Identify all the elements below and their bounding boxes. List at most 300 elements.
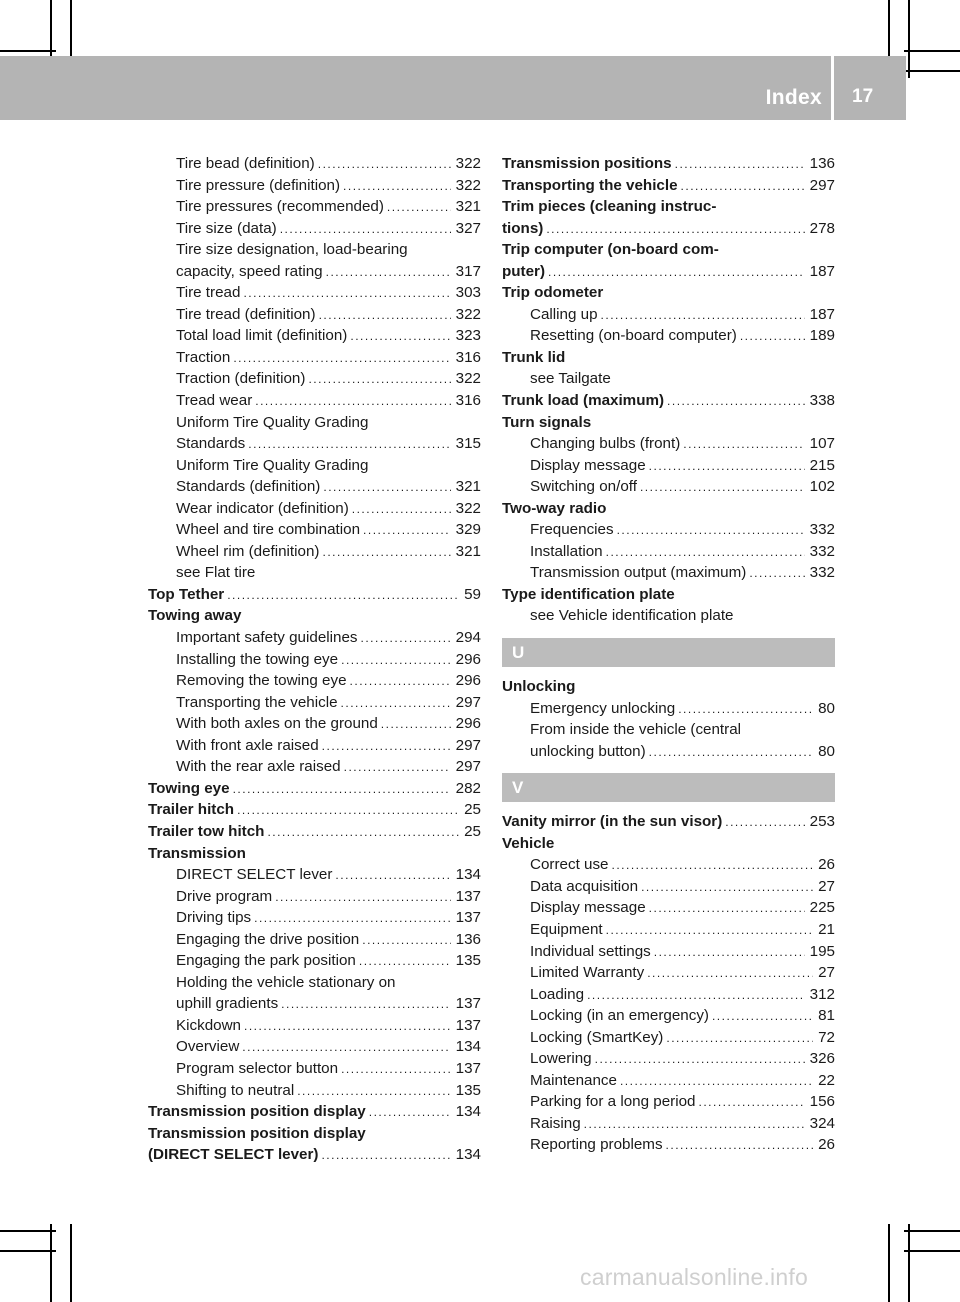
index-entry [148, 649, 481, 671]
entry-page-number: 322 [455, 155, 481, 172]
index-entry [502, 876, 835, 898]
leader-dots [321, 1145, 450, 1167]
leader-dots [341, 693, 451, 715]
index-entry [148, 304, 481, 326]
index-entry [502, 584, 835, 606]
index-entry [148, 347, 481, 369]
leader-dots [548, 262, 805, 284]
entry-page-number: 135 [455, 1081, 481, 1099]
crop-mark [70, 1224, 72, 1302]
entry-page-number: 26 [818, 856, 835, 874]
leader-dots [612, 855, 814, 877]
index-entry [502, 368, 835, 390]
index-entry [148, 756, 481, 778]
entry-page-number: 215 [809, 456, 835, 474]
leader-dots [335, 865, 450, 887]
entry-label: Total load limit (definition) [176, 327, 348, 345]
entry-page-number: 187 [809, 262, 835, 280]
entry-label: Tire tread [176, 284, 241, 302]
leader-dots [248, 434, 450, 456]
leader-dots [267, 822, 459, 844]
index-entry [148, 218, 481, 240]
entry-label: Engaging the drive position [176, 930, 360, 948]
entry-page-number: 72 [818, 1028, 835, 1046]
entry-label: tions) [502, 219, 544, 237]
entry-label: see Flat tire [176, 564, 256, 582]
entry-label: Traction (definition) [176, 370, 306, 388]
entry-page-number: 297 [455, 758, 481, 776]
entry-label: Tire pressure (definition) [176, 176, 341, 194]
leader-dots [654, 942, 805, 964]
leader-dots [606, 920, 813, 942]
leader-dots [308, 369, 450, 391]
crop-mark [904, 1250, 960, 1252]
entry-label: Two-way radio [502, 499, 607, 517]
entry-label: Data acquisition [530, 877, 639, 895]
index-entry [502, 962, 835, 984]
leader-dots [595, 1049, 805, 1071]
entry-label: Transmission output (maximum) [530, 564, 747, 582]
entry-page-number: 195 [809, 942, 835, 960]
section-header-u: U [502, 638, 835, 667]
entry-label: Reporting problems [530, 1136, 663, 1154]
entry-page-number: 338 [809, 392, 835, 410]
entry-page-number: 312 [809, 985, 835, 1003]
section-header-v: V [502, 773, 835, 802]
entry-label: Switching on/off [530, 478, 637, 496]
leader-dots [322, 736, 451, 758]
entry-label: Tire tread (definition) [176, 305, 316, 323]
leader-dots [343, 176, 451, 198]
index-entry [148, 950, 481, 972]
leader-dots [322, 542, 450, 564]
entry-page-number: 137 [455, 1059, 481, 1077]
crop-mark [50, 1224, 52, 1302]
entry-page-number: 327 [455, 219, 481, 237]
leader-dots [237, 800, 459, 822]
entry-page-number: 296 [455, 715, 481, 733]
entry-page-number: 22 [818, 1071, 835, 1089]
index-entry [148, 562, 481, 584]
entry-label: Locking (in an emergency) [530, 1007, 709, 1025]
index-entry [502, 1113, 835, 1135]
leader-dots [362, 930, 450, 952]
entry-label: Correct use [530, 856, 609, 874]
entry-page-number: 21 [818, 920, 835, 938]
leader-dots [359, 951, 451, 973]
entry-label: puter) [502, 262, 546, 280]
index-entry [148, 390, 481, 412]
entry-label: Wear indicator (definition) [176, 499, 349, 517]
index-entry [148, 1123, 481, 1145]
index-entry [502, 1091, 835, 1113]
index-column-right [502, 153, 835, 1156]
leader-dots [350, 671, 451, 693]
entry-page-number: 134 [455, 1038, 481, 1056]
entry-label: From inside the vehicle (central [530, 721, 742, 739]
entry-page-number: 332 [809, 542, 835, 560]
entry-label: Standards (definition) [176, 478, 321, 496]
index-entry [502, 476, 835, 498]
entry-page-number: 322 [455, 499, 481, 517]
entry-page-number: 322 [455, 305, 481, 323]
index-entry [502, 741, 835, 763]
entry-label: Tire size designation, load-bearing [176, 241, 408, 259]
index-entry [502, 605, 835, 627]
leader-dots [280, 219, 451, 241]
entry-label: Resetting (on-board computer) [530, 327, 737, 345]
index-entry [148, 886, 481, 908]
entry-label: With both axles on the ground [176, 715, 378, 733]
entry-page-number: 315 [455, 435, 481, 453]
entry-page-number: 107 [809, 435, 835, 453]
entry-page-number: 187 [809, 305, 835, 323]
entry-label: Trunk load (maximum) [502, 392, 665, 410]
page-title: Index [765, 86, 822, 109]
entry-label: Transmission position display [148, 1124, 366, 1142]
entry-label: Transmission [148, 844, 246, 862]
index-entry [502, 984, 835, 1006]
index-entry [148, 261, 481, 283]
entry-page-number: 134 [455, 1103, 481, 1121]
entry-label: Transporting the vehicle [176, 693, 338, 711]
crop-mark [0, 50, 56, 52]
entry-label: Tire size (data) [176, 219, 277, 237]
index-group-t [502, 153, 835, 627]
leader-dots [740, 326, 805, 348]
entry-page-number: 253 [809, 813, 835, 831]
index-entry [502, 239, 835, 261]
index-entry [148, 821, 481, 843]
index-entry [148, 1144, 481, 1166]
entry-page-number: 322 [455, 176, 481, 194]
entry-page-number: 137 [455, 887, 481, 905]
index-entry [148, 325, 481, 347]
entry-page-number: 316 [455, 348, 481, 366]
entry-page-number: 134 [455, 1146, 481, 1164]
entry-page-number: 137 [455, 1016, 481, 1034]
entry-page-number: 297 [455, 693, 481, 711]
index-entry [502, 897, 835, 919]
watermark: carmanualsonline.info [580, 1264, 808, 1290]
index-entry [148, 799, 481, 821]
leader-dots [227, 585, 459, 607]
leader-dots [749, 563, 804, 585]
entry-label: Uniform Tire Quality Grading [176, 456, 369, 474]
index-entry [148, 993, 481, 1015]
leader-dots [641, 877, 813, 899]
entry-page-number: 81 [818, 1007, 835, 1025]
entry-label: DIRECT SELECT lever [176, 866, 333, 884]
leader-dots [587, 985, 805, 1007]
entry-label: Vanity mirror (in the sun visor) [502, 813, 723, 831]
entry-page-number: 26 [818, 1136, 835, 1154]
index-entry [148, 498, 481, 520]
leader-dots [681, 176, 805, 198]
leader-dots [666, 1028, 813, 1050]
entry-label: Program selector button [176, 1059, 339, 1077]
leader-dots [601, 305, 805, 327]
entry-label: Tread wear [176, 392, 253, 410]
index-entry [502, 282, 835, 304]
leader-dots [341, 1059, 451, 1081]
index-entry [148, 196, 481, 218]
index-entry [148, 1036, 481, 1058]
index-entry [148, 735, 481, 757]
entry-page-number: 297 [809, 176, 835, 194]
entry-label: Display message [530, 456, 646, 474]
index-entry [148, 1058, 481, 1080]
entry-label: Transmission position display [148, 1103, 366, 1121]
crop-mark [0, 1230, 56, 1232]
entry-label: Uniform Tire Quality Grading [176, 413, 369, 431]
entry-label: Changing bulbs (front) [530, 435, 681, 453]
leader-dots [620, 1071, 813, 1093]
index-entry [148, 541, 481, 563]
index-entry [148, 433, 481, 455]
index-entry [148, 907, 481, 929]
entry-label: Holding the vehicle stationary on [176, 973, 396, 991]
crop-mark [0, 1250, 56, 1252]
entry-label: Calling up [530, 305, 598, 323]
entry-label: Trip computer (on-board com- [502, 241, 719, 259]
entry-label: unlocking button) [530, 742, 646, 760]
index-entry [502, 541, 835, 563]
index-entry [148, 584, 481, 606]
index-entry [502, 153, 835, 175]
entry-label: Turn signals [502, 413, 592, 431]
leader-dots [666, 1135, 814, 1157]
entry-page-number: 80 [818, 742, 835, 760]
leader-dots [341, 650, 451, 672]
index-entry [148, 239, 481, 261]
entry-page-number: 137 [455, 909, 481, 927]
index-entry [148, 627, 481, 649]
index-entry [148, 670, 481, 692]
index-entry [502, 304, 835, 326]
entry-page-number: 332 [809, 521, 835, 539]
entry-page-number: 321 [455, 542, 481, 560]
entry-page-number: 282 [455, 779, 481, 797]
entry-page-number: 27 [818, 964, 835, 982]
index-entry [148, 713, 481, 735]
entry-label: Tire bead (definition) [176, 155, 315, 172]
leader-dots [326, 262, 451, 284]
entry-page-number: 297 [455, 736, 481, 754]
entry-page-number: 102 [809, 478, 835, 496]
crop-mark [888, 1224, 890, 1302]
leader-dots [546, 219, 804, 241]
index-entry [502, 698, 835, 720]
index-entry [148, 1080, 481, 1102]
index-entry [502, 1005, 835, 1027]
index-entry [502, 347, 835, 369]
entry-page-number: 316 [455, 392, 481, 410]
leader-dots [647, 963, 813, 985]
page-number: 17 [852, 86, 874, 107]
entry-label: Individual settings [530, 942, 651, 960]
entry-label: Removing the towing eye [176, 672, 347, 690]
leader-dots [369, 1102, 451, 1124]
index-entry [148, 929, 481, 951]
leader-dots [649, 456, 805, 478]
index-entry [148, 864, 481, 886]
entry-label: Installation [530, 542, 603, 560]
entry-page-number: 296 [455, 650, 481, 668]
entry-page-number: 326 [809, 1050, 835, 1068]
entry-page-number: 137 [455, 995, 481, 1013]
index-entry [502, 433, 835, 455]
leader-dots [584, 1114, 805, 1136]
leader-dots [255, 391, 450, 413]
index-entry [502, 811, 835, 833]
leader-dots [275, 887, 450, 909]
index-entry [148, 1101, 481, 1123]
entry-label: Wheel rim (definition) [176, 542, 320, 560]
entry-page-number: 189 [809, 327, 835, 345]
index-entry [148, 605, 481, 627]
entry-page-number: 27 [818, 877, 835, 895]
leader-dots [297, 1081, 450, 1103]
index-entry [502, 719, 835, 741]
index-entry [148, 175, 481, 197]
entry-label: Top Tether [148, 585, 225, 603]
entry-label: Trailer hitch [148, 801, 235, 819]
index-entry [148, 476, 481, 498]
entry-label: With the rear axle raised [176, 758, 341, 776]
index-entry [502, 562, 835, 584]
leader-dots [387, 197, 451, 219]
entry-page-number: 134 [455, 866, 481, 884]
index-entry [502, 1027, 835, 1049]
leader-dots [244, 1016, 451, 1038]
crop-mark [908, 0, 910, 78]
entry-label: Parking for a long period [530, 1093, 696, 1111]
entry-label: see Tailgate [530, 370, 611, 388]
entry-label: Standards [176, 435, 246, 453]
leader-dots [243, 283, 450, 305]
entry-label: With front axle raised [176, 736, 319, 754]
entry-page-number: 323 [455, 327, 481, 345]
index-entry [148, 368, 481, 390]
index-entry [502, 218, 835, 240]
entry-page-number: 135 [455, 952, 481, 970]
entry-label: Vehicle [502, 834, 555, 852]
entry-label: Unlocking [502, 678, 576, 696]
entry-page-number: 156 [809, 1093, 835, 1111]
index-entry [502, 261, 835, 283]
leader-dots [323, 477, 450, 499]
index-entry [148, 692, 481, 714]
entry-label: uphill gradients [176, 995, 279, 1013]
index-entry [148, 843, 481, 865]
leader-dots [352, 499, 451, 521]
leader-dots [281, 994, 450, 1016]
index-entry [502, 919, 835, 941]
entry-label: Emergency unlocking [530, 699, 676, 717]
entry-page-number: 322 [455, 370, 481, 388]
index-entry [148, 282, 481, 304]
entry-label: Trip odometer [502, 284, 604, 302]
index-entry [148, 1015, 481, 1037]
entry-label: Driving tips [176, 909, 252, 927]
index-entry [502, 390, 835, 412]
entry-label: Trim pieces (cleaning instruc- [502, 198, 717, 216]
entry-label: Display message [530, 899, 646, 917]
index-entry [502, 676, 835, 698]
leader-dots [606, 542, 805, 564]
index-entry [148, 412, 481, 434]
leader-dots [233, 348, 450, 370]
leader-dots [649, 898, 805, 920]
index-entry [502, 941, 835, 963]
leader-dots [675, 154, 805, 176]
entry-page-number: 136 [455, 930, 481, 948]
index-entry [148, 153, 481, 175]
entry-label: Overview [176, 1038, 240, 1056]
entry-page-number: 317 [455, 262, 481, 280]
entry-label: (DIRECT SELECT lever) [148, 1146, 319, 1164]
leader-dots [683, 434, 804, 456]
leader-dots [344, 757, 451, 779]
entry-page-number: 324 [809, 1114, 835, 1132]
entry-page-number: 321 [455, 478, 481, 496]
crop-mark [908, 1224, 910, 1302]
entry-page-number: 80 [818, 699, 835, 717]
entry-label: Kickdown [176, 1016, 241, 1034]
leader-dots [698, 1092, 804, 1114]
entry-label: Trunk lid [502, 348, 566, 366]
leader-dots [725, 812, 804, 834]
entry-page-number: 296 [455, 672, 481, 690]
index-group-v [502, 811, 835, 1156]
index-entry [502, 519, 835, 541]
entry-label: Locking (SmartKey) [530, 1028, 664, 1046]
leader-dots [361, 628, 451, 650]
entry-label: Wheel and tire combination [176, 521, 361, 539]
entry-label: Engaging the park position [176, 952, 356, 970]
entry-label: Type identification plate [502, 585, 675, 603]
entry-label: Installing the towing eye [176, 650, 339, 668]
index-entry [502, 1134, 835, 1156]
index-entry [148, 455, 481, 477]
leader-dots [242, 1037, 450, 1059]
entry-label: Towing eye [148, 779, 230, 797]
index-entry [502, 854, 835, 876]
entry-page-number: 25 [464, 822, 481, 840]
crop-mark [904, 50, 960, 52]
index-entry [148, 778, 481, 800]
entry-page-number: 332 [809, 564, 835, 582]
entry-page-number: 278 [809, 219, 835, 237]
entry-label: Lowering [530, 1050, 592, 1068]
index-group-u [502, 676, 835, 762]
entry-page-number: 321 [455, 198, 481, 216]
leader-dots [640, 477, 805, 499]
index-entry [502, 1048, 835, 1070]
index-entry [502, 196, 835, 218]
crop-mark [904, 1230, 960, 1232]
index-entry [502, 498, 835, 520]
entry-page-number: 294 [455, 629, 481, 647]
entry-page-number: 136 [809, 155, 835, 172]
leader-dots [667, 391, 805, 413]
leader-dots [318, 154, 451, 176]
crop-mark [904, 70, 960, 72]
entry-page-number: 329 [455, 521, 481, 539]
index-entry [502, 833, 835, 855]
entry-label: Important safety guidelines [176, 629, 358, 647]
